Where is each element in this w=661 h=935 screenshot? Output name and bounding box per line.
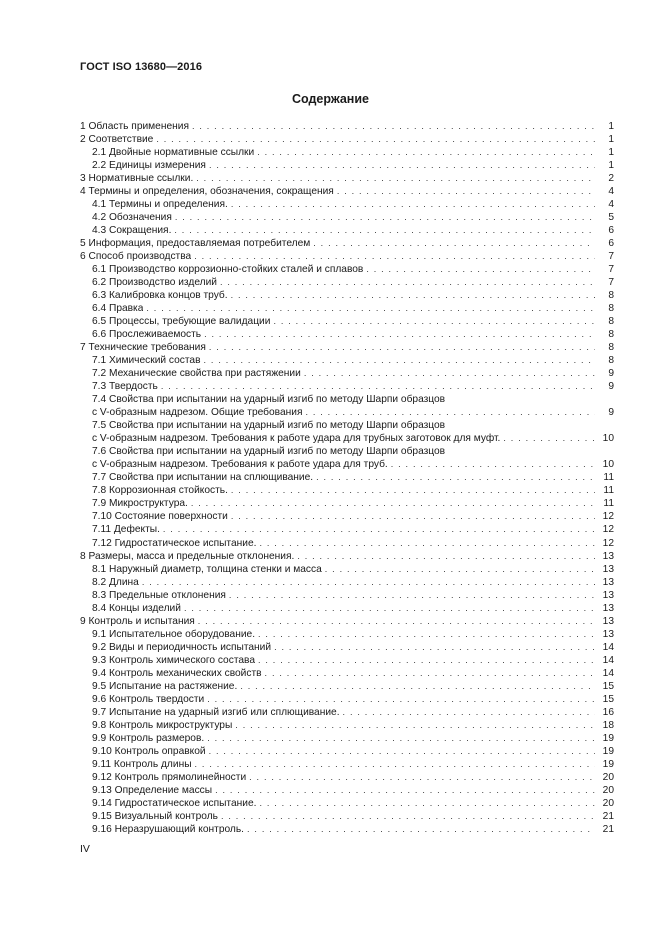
toc-entry-page: 8 xyxy=(608,316,614,328)
toc-dot-leader xyxy=(191,497,595,510)
toc-entry[interactable] xyxy=(80,758,614,771)
toc-entry-page: 2 xyxy=(608,173,614,185)
toc-entry[interactable] xyxy=(80,380,614,393)
toc-dot-leader xyxy=(220,276,595,289)
toc-entry-label: 9.12 Контроль прямолинейности xyxy=(92,771,247,783)
toc-entry-label: 9.9 Контроль размеров. xyxy=(92,732,205,744)
toc-entry[interactable] xyxy=(80,185,614,198)
toc-entry-page: 4 xyxy=(608,199,614,211)
toc-entry-page: 13 xyxy=(602,576,614,588)
toc-dot-leader xyxy=(221,810,595,823)
toc-entry[interactable] xyxy=(80,211,614,224)
toc-entry-page: 12 xyxy=(602,511,614,523)
toc-entry-page: 13 xyxy=(602,589,614,601)
toc-dot-leader xyxy=(156,133,595,146)
toc-dot-leader xyxy=(240,680,595,693)
toc-entry[interactable] xyxy=(80,641,614,654)
toc-entry-page: 4 xyxy=(608,186,614,198)
toc-dot-leader xyxy=(366,263,595,276)
toc-entry-label: с V-образным надрезом. Общие требования xyxy=(92,407,303,419)
toc-entry-label: 7.1 Химический состав xyxy=(92,355,201,367)
toc-entry-page: 21 xyxy=(602,823,614,835)
toc-entry[interactable] xyxy=(80,667,614,680)
toc-entry[interactable] xyxy=(80,471,614,484)
toc-dot-leader xyxy=(195,758,595,771)
toc-entry-page: 16 xyxy=(602,706,614,718)
toc-entry-page: 6 xyxy=(608,225,614,237)
toc-entry-label: 7.5 Свойства при испытании на ударный изгиб по методу Шарпи образцов xyxy=(92,420,446,432)
toc-entry-page: 8 xyxy=(608,290,614,302)
toc-entry-label: 3 Нормативные ссылки. xyxy=(80,173,194,185)
toc-entry-label: 9.7 Испытание на ударный изгиб или сплющивание. xyxy=(92,706,340,718)
toc-dot-leader xyxy=(259,537,595,550)
toc-dot-leader xyxy=(175,211,595,224)
toc-entry-page: 13 xyxy=(602,615,614,627)
toc-entry-label: 7.8 Коррозионная стойкость. xyxy=(92,485,228,497)
toc-entry-label: 9.2 Виды и периодичность испытаний xyxy=(92,641,272,653)
document-header: ГОСТ ISO 13680—2016 xyxy=(80,61,203,73)
toc-entry-page: 8 xyxy=(608,355,614,367)
toc-entry-label: с V-образным надрезом. Требования к работе удара для труб. xyxy=(92,459,388,471)
toc-dot-leader xyxy=(305,406,595,419)
toc-entry-page: 1 xyxy=(608,147,614,159)
toc-entry[interactable] xyxy=(80,224,614,237)
toc-entry-page: 9 xyxy=(608,368,614,380)
toc-dot-leader xyxy=(184,602,595,615)
toc-entry-label: 5 Информация, предоставляемая потребителем xyxy=(80,238,311,250)
toc-entry[interactable] xyxy=(80,550,614,563)
toc-dot-leader xyxy=(229,589,595,602)
toc-entry[interactable] xyxy=(80,680,614,693)
toc-dot-leader xyxy=(146,302,595,315)
toc-entry-label: 4.1 Термины и определения. xyxy=(92,199,228,211)
toc-entry[interactable] xyxy=(80,172,614,185)
toc-entry-label: 9.15 Визуальный контроль xyxy=(92,810,218,822)
toc-entry-page: 7 xyxy=(608,277,614,289)
toc-entry-label: 7.3 Твердость xyxy=(92,381,158,393)
toc-entry-page: 8 xyxy=(608,329,614,341)
toc-dot-leader xyxy=(235,719,595,732)
toc-dot-leader xyxy=(273,315,595,328)
toc-dot-leader xyxy=(209,159,595,172)
toc-entry[interactable] xyxy=(80,797,614,810)
toc-entry-label: 8.4 Концы изделий xyxy=(92,602,181,614)
toc-dot-leader xyxy=(204,328,595,341)
toc-entry-label: 7.4 Свойства при испытании на ударный изгиб по методу Шарпи образцов xyxy=(92,394,446,406)
toc-entry[interactable] xyxy=(80,458,614,471)
toc-entry[interactable] xyxy=(80,576,614,589)
toc-entry-label: 7.9 Микроструктура. xyxy=(92,498,188,510)
toc-dot-leader xyxy=(265,667,595,680)
toc-entry-page: 14 xyxy=(602,667,614,679)
toc-entry-label: 7.7 Свойства при испытании на сплющивание. xyxy=(92,472,314,484)
toc-entry[interactable] xyxy=(80,432,614,445)
toc-dot-leader xyxy=(304,367,595,380)
toc-dot-leader xyxy=(391,458,595,471)
toc-entry[interactable] xyxy=(80,693,614,706)
toc-entry-label: с V-образным надрезом. Требования к работе удара для трубных заготовок для муфт. xyxy=(92,433,501,445)
toc-entry-page: 20 xyxy=(602,784,614,796)
toc-entry-label: 9.10 Контроль оправкой xyxy=(92,745,206,757)
toc-entry-label: 9.8 Контроль микроструктуры xyxy=(92,719,233,731)
toc-entry-page: 13 xyxy=(602,563,614,575)
toc-dot-leader xyxy=(215,784,595,797)
toc-entry-label: 1 Область применения xyxy=(80,121,189,132)
toc-dot-leader xyxy=(258,654,595,667)
toc-entry[interactable] xyxy=(80,523,614,536)
toc-entry-label: 7.2 Механические свойства при растяжении xyxy=(92,368,301,380)
toc-dot-leader xyxy=(297,550,595,563)
toc-entry-page: 1 xyxy=(608,134,614,146)
toc-entry-page: 13 xyxy=(602,602,614,614)
toc-entry[interactable] xyxy=(80,784,614,797)
toc-dot-leader xyxy=(207,732,595,745)
toc-entry-label: 7 Технические требования xyxy=(80,342,206,354)
toc-entry[interactable] xyxy=(80,771,614,784)
toc-entry-page: 15 xyxy=(602,680,614,692)
toc-entry-page: 11 xyxy=(603,472,614,484)
toc-dot-leader xyxy=(503,432,595,445)
toc-entry-page: 19 xyxy=(602,758,614,770)
toc-entry[interactable] xyxy=(80,419,614,432)
toc-entry-page: 1 xyxy=(608,160,614,172)
toc-entry[interactable] xyxy=(80,654,614,667)
toc-entry-label: 8.3 Предельные отклонения xyxy=(92,589,226,601)
toc-entry[interactable] xyxy=(80,159,614,172)
toc-entry-page: 12 xyxy=(602,524,614,536)
toc-entry[interactable] xyxy=(80,315,614,328)
toc-entry[interactable] xyxy=(80,367,614,380)
toc-entry[interactable] xyxy=(80,823,614,836)
toc-entry-page: 19 xyxy=(602,745,614,757)
toc-dot-leader xyxy=(313,237,595,250)
toc-entry-label: 9.16 Неразрушающий контроль. xyxy=(92,823,245,835)
toc-entry-page: 20 xyxy=(602,797,614,809)
toc-entry-label: 7.12 Гидростатическое испытание. xyxy=(92,537,257,549)
toc-entry-page: 10 xyxy=(602,459,614,471)
toc-dot-leader xyxy=(249,771,595,784)
toc-entry-label: 9.14 Гидростатическое испытание. xyxy=(92,797,257,809)
toc-entry[interactable] xyxy=(80,732,614,745)
toc-entry-label: 9.13 Определение массы xyxy=(92,784,213,796)
toc-entry-page: 13 xyxy=(602,628,614,640)
toc-dot-leader xyxy=(161,380,595,393)
toc-entry-label: 6 Способ производства xyxy=(80,251,192,263)
toc-entry[interactable] xyxy=(80,510,614,523)
toc-dot-leader xyxy=(325,563,595,576)
toc-dot-leader xyxy=(343,706,595,719)
toc-entry-label: 7.11 Дефекты. xyxy=(92,524,160,536)
toc-dot-leader xyxy=(192,120,595,133)
toc-entry-page: 14 xyxy=(602,654,614,666)
toc-entry-page: 11 xyxy=(603,498,614,510)
toc-dot-leader xyxy=(258,628,595,641)
toc-entry[interactable] xyxy=(80,289,614,302)
toc-entry-label: 9.6 Контроль твердости xyxy=(92,693,205,705)
toc-entry-page: 12 xyxy=(602,537,614,549)
toc-dot-leader xyxy=(204,354,595,367)
toc-entry-label: 9.5 Испытание на растяжение. xyxy=(92,680,238,692)
toc-entry[interactable] xyxy=(80,302,614,315)
toc-dot-leader xyxy=(259,797,595,810)
toc-entry[interactable] xyxy=(80,602,614,615)
toc-entry[interactable] xyxy=(80,328,614,341)
toc-dot-leader xyxy=(337,185,595,198)
toc-entry[interactable] xyxy=(80,628,614,641)
toc-entry-page: 6 xyxy=(608,238,614,250)
toc-entry-label: 4.2 Обозначения xyxy=(92,212,172,224)
toc-entry[interactable] xyxy=(80,146,614,159)
toc-entry-label: 8.2 Длина xyxy=(92,576,139,588)
toc-entry-page: 21 xyxy=(602,810,614,822)
toc-entry[interactable] xyxy=(80,354,614,367)
toc-entry[interactable] xyxy=(80,406,614,419)
toc-dot-leader xyxy=(247,823,595,836)
toc-entry-page: 7 xyxy=(608,264,614,276)
toc-entry[interactable] xyxy=(80,120,614,133)
toc-entry-page: 20 xyxy=(602,771,614,783)
toc-entry[interactable] xyxy=(80,810,614,823)
toc-dot-leader xyxy=(231,289,595,302)
toc-entry-label: 9 Контроль и испытания xyxy=(80,615,195,627)
toc-entry-label: 6.3 Калибровка концов труб. xyxy=(92,290,228,302)
toc-entry[interactable] xyxy=(80,589,614,602)
toc-entry-page: 9 xyxy=(608,407,614,419)
toc-entry-label: 6.2 Производство изделий xyxy=(92,277,217,289)
toc-entry-label: 8.1 Наружный диаметр, толщина стенки и масса xyxy=(92,563,322,575)
toc-entry[interactable] xyxy=(80,706,614,719)
toc-entry[interactable] xyxy=(80,745,614,758)
toc-dot-leader xyxy=(194,250,595,263)
table-of-contents xyxy=(80,120,614,836)
toc-entry[interactable] xyxy=(80,615,614,628)
toc-dot-leader xyxy=(163,523,595,536)
toc-entry-label: 6.6 Прослеживаемость xyxy=(92,329,202,341)
toc-entry[interactable] xyxy=(80,198,614,211)
toc-entry[interactable] xyxy=(80,133,614,146)
toc-dot-leader xyxy=(142,576,595,589)
toc-entry-page: 18 xyxy=(602,719,614,731)
toc-entry[interactable] xyxy=(80,563,614,576)
toc-entry-page: 11 xyxy=(603,485,614,497)
toc-entry-label: 2.1 Двойные нормативные ссылки xyxy=(92,147,255,159)
toc-entry[interactable] xyxy=(80,719,614,732)
toc-entry-label: 6.1 Производство коррозионно-стойких сталей и сплавов xyxy=(92,264,364,276)
toc-entry-page: 14 xyxy=(602,641,614,653)
toc-entry[interactable] xyxy=(80,537,614,550)
toc-entry-page: 19 xyxy=(602,732,614,744)
toc-entry-label: 2 Соответствие xyxy=(80,134,154,146)
toc-dot-leader xyxy=(174,224,595,237)
toc-dot-leader xyxy=(231,484,595,497)
toc-entry-page: 5 xyxy=(608,212,614,224)
toc-dot-leader xyxy=(198,615,595,628)
toc-dot-leader xyxy=(231,198,595,211)
toc-entry-page: 8 xyxy=(608,342,614,354)
toc-entry[interactable] xyxy=(80,341,614,354)
toc-entry-page: 1 xyxy=(608,121,614,132)
toc-dot-leader xyxy=(231,510,595,523)
toc-dot-leader xyxy=(274,641,595,654)
toc-entry[interactable] xyxy=(80,237,614,250)
toc-entry[interactable] xyxy=(80,276,614,289)
toc-dot-leader xyxy=(209,341,595,354)
toc-dot-leader xyxy=(207,693,595,706)
toc-entry-label: 8 Размеры, масса и предельные отклонения. xyxy=(80,550,295,562)
toc-title: Содержание xyxy=(291,92,369,106)
toc-entry-label: 9.11 Контроль длины xyxy=(92,758,192,770)
toc-entry-label: 4.3 Сокращения. xyxy=(92,225,172,237)
toc-entry[interactable] xyxy=(80,250,614,263)
toc-entry-label: 2.2 Единицы измерения xyxy=(92,160,206,172)
toc-entry-page: 7 xyxy=(608,251,614,263)
toc-entry-label: 6.4 Правка xyxy=(92,303,144,315)
toc-entry[interactable] xyxy=(80,497,614,510)
toc-entry-page: 8 xyxy=(608,303,614,315)
toc-entry-page: 10 xyxy=(602,433,614,445)
page-number: IV xyxy=(80,843,90,855)
toc-entry[interactable] xyxy=(80,263,614,276)
toc-entry-label: 9.4 Контроль механических свойств xyxy=(92,667,262,679)
toc-entry-page: 13 xyxy=(602,550,614,562)
toc-dot-leader xyxy=(209,745,595,758)
toc-entry-page: 9 xyxy=(608,381,614,393)
toc-entry-label: 7.10 Состояние поверхности xyxy=(92,511,228,523)
toc-entry[interactable] xyxy=(80,393,614,406)
toc-entry-label: 9.1 Испытательное оборудование. xyxy=(92,628,256,640)
toc-dot-leader xyxy=(257,146,595,159)
toc-entry[interactable] xyxy=(80,484,614,497)
toc-entry-label: 6.5 Процессы, требующие валидации xyxy=(92,316,271,328)
toc-entry-label: 4 Термины и определения, обозначения, сокращения xyxy=(80,186,334,198)
toc-dot-leader xyxy=(316,471,595,484)
toc-entry[interactable] xyxy=(80,445,614,458)
toc-entry-label: 9.3 Контроль химического состава xyxy=(92,654,255,666)
toc-entry-label: 7.6 Свойства при испытании на ударный изгиб по методу Шарпи образцов xyxy=(92,446,446,458)
toc-dot-leader xyxy=(196,172,595,185)
toc-entry-page: 15 xyxy=(602,693,614,705)
